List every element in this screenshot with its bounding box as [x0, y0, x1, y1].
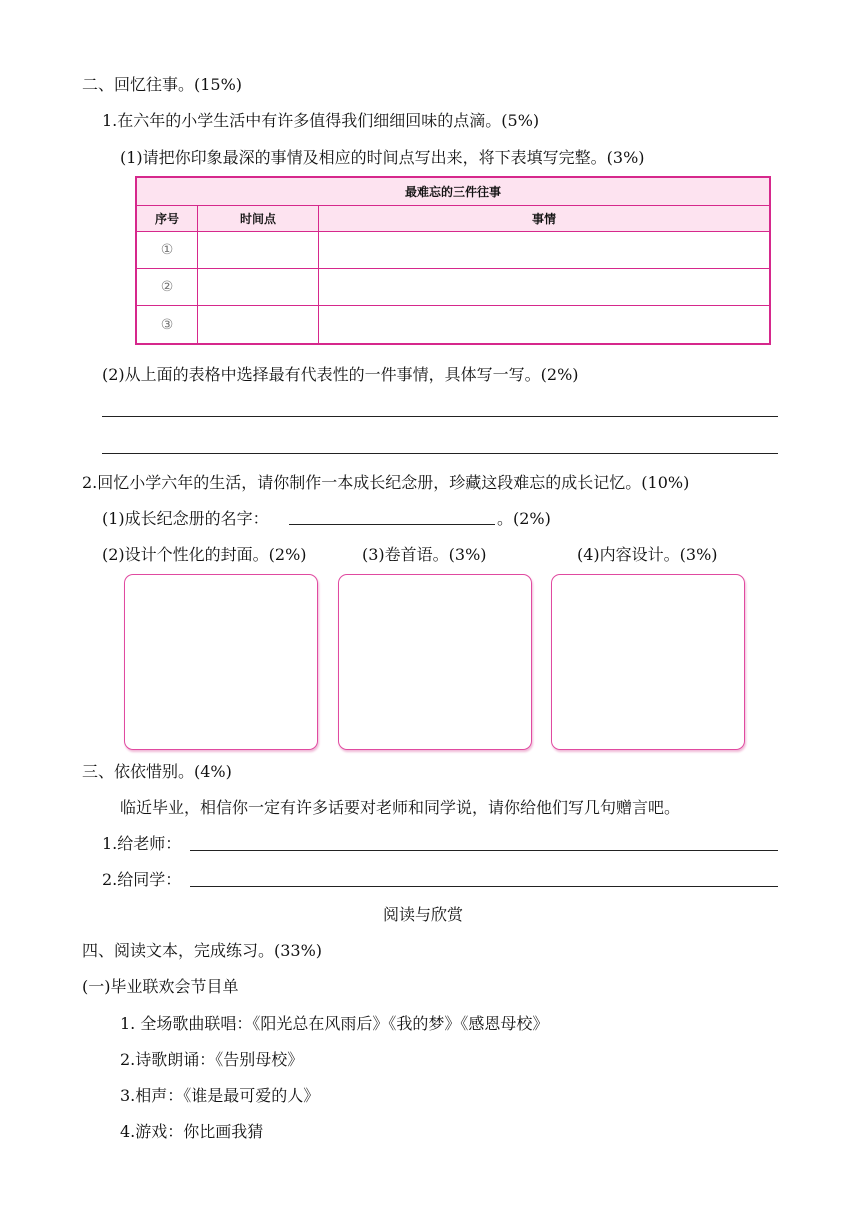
list-item: 4.游戏：你比画我猜: [120, 1122, 264, 1141]
section3-heading: 三、依依惜别。(4%): [82, 762, 232, 781]
question-2-3: (3)卷首语。(3%): [362, 545, 487, 564]
answer-line-1[interactable]: [102, 416, 778, 417]
event-cell[interactable]: [319, 269, 771, 306]
preface-box[interactable]: [338, 574, 532, 750]
classmate-answer-line[interactable]: [190, 886, 778, 887]
list-item: 1. 全场歌曲联唱：《阳光总在风雨后》《我的梦》《感恩母校》: [120, 1014, 549, 1033]
list-item: 2.诗歌朗诵：《告别母校》: [120, 1050, 304, 1069]
part1-heading: (一)毕业联欢会节目单: [82, 977, 239, 996]
answer-line-2[interactable]: [102, 453, 778, 454]
row-number: ②: [136, 269, 198, 306]
section4-heading: 四、阅读文本，完成练习。(33%): [82, 941, 323, 960]
col-header-time: 时间点: [198, 206, 319, 232]
question-1: 1.在六年的小学生活中有许多值得我们细细回味的点滴。(5%): [102, 111, 540, 130]
row-number: ③: [136, 306, 198, 344]
question-2-1-suffix: 。(2%): [497, 509, 551, 528]
time-cell[interactable]: [198, 232, 319, 269]
table-row: [136, 306, 770, 344]
question-2: 2.回忆小学六年的生活，请你制作一本成长纪念册，珍藏这段难忘的成长记忆。(10%): [82, 473, 690, 492]
memory-table: [135, 176, 771, 345]
question-2-4: (4)内容设计。(3%): [577, 545, 718, 564]
teacher-label: 1.给老师：: [102, 834, 182, 853]
album-name-line[interactable]: [289, 524, 495, 525]
teacher-answer-line[interactable]: [190, 850, 778, 851]
list-item: 3.相声：《谁是最可爱的人》: [120, 1086, 320, 1105]
question-1-2: (2)从上面的表格中选择最有代表性的一件事情，具体写一写。(2%): [102, 365, 579, 384]
content-design-box[interactable]: [551, 574, 745, 750]
reading-title: 阅读与欣赏: [383, 905, 464, 924]
col-header-number: 序号: [136, 206, 198, 232]
section3-intro: 临近毕业，相信你一定有许多话要对老师和同学说，请你给他们写几句赠言吧。: [120, 798, 681, 817]
event-cell[interactable]: [319, 306, 771, 344]
question-1-1: (1)请把你印象最深的事情及相应的时间点写出来，将下表填写完整。(3%): [120, 148, 645, 167]
table-row: [136, 269, 770, 306]
section2-heading: 二、回忆往事。(15%): [82, 75, 243, 94]
time-cell[interactable]: [198, 306, 319, 344]
event-cell[interactable]: [319, 232, 771, 269]
col-header-event: 事情: [319, 206, 771, 232]
question-2-1-label: (1)成长纪念册的名字：: [102, 509, 269, 528]
table-row: [136, 232, 770, 269]
cover-design-box[interactable]: [124, 574, 318, 750]
row-number: ①: [136, 232, 198, 269]
classmate-label: 2.给同学：: [102, 870, 182, 889]
table-caption: 最难忘的三件往事: [136, 177, 770, 206]
question-2-2: (2)设计个性化的封面。(2%): [102, 545, 307, 564]
time-cell[interactable]: [198, 269, 319, 306]
